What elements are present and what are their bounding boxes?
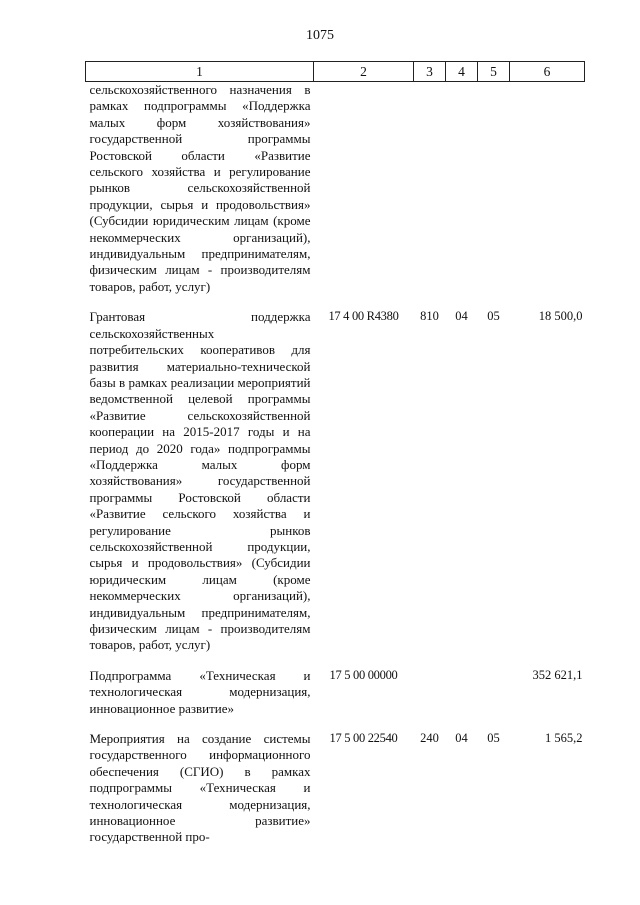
column-number-header-row — [86, 62, 585, 82]
row-col3 — [414, 82, 446, 296]
row-col3 — [414, 668, 446, 717]
column-header: 1 — [86, 62, 314, 82]
column-header: 5 — [478, 62, 510, 82]
row-amount — [510, 82, 585, 296]
table-row — [86, 309, 585, 654]
row-code: 17 5 00 22540 — [329, 731, 398, 746]
row-name: сельскохозяйственного назначения в рамках подпрограммы «Поддержка малых форм хозяйствования» государственной программы Ростовской области «Развитие сельского хозяйства и регулирование рынков сельскохозяйственной продукции, сырья и продовольствия» (Субсидии юридическим лицам (кроме некоммерческих организаций), индивидуальным предпринимателям, физическим лицам - производителям товаров, работ, услуг) — [89, 82, 311, 294]
row-name: Мероприятия на создание системы государственного информационного обеспечения (СГИО) в рамках подпрограммы «Техническая и технологическая модернизация, инновационное развитие» государственной про- — [89, 731, 311, 845]
row-amount: 352 621,1 — [532, 667, 583, 682]
table-row — [86, 731, 585, 846]
column-header: 2 — [314, 62, 414, 82]
row-col5 — [478, 668, 510, 717]
budget-table — [85, 61, 585, 846]
row-col3: 240 — [420, 731, 439, 746]
table-row — [86, 82, 585, 296]
column-header: 4 — [446, 62, 478, 82]
page-number: 1075 — [306, 28, 334, 43]
row-code: 17 4 00 R4380 — [328, 309, 399, 324]
row-amount: 1 565,2 — [545, 731, 583, 746]
column-header: 3 — [414, 62, 446, 82]
row-col5: 05 — [487, 731, 500, 746]
column-header: 6 — [510, 62, 585, 82]
row-col4 — [446, 668, 478, 717]
row-col5: 05 — [487, 309, 500, 324]
row-col5 — [478, 82, 510, 296]
row-code: 17 5 00 00000 — [329, 667, 398, 682]
row-code — [314, 82, 414, 296]
row-col4: 04 — [455, 309, 468, 324]
row-name: Подпрограмма «Техническая и технологическая модернизация, инновационное развитие» — [89, 667, 311, 716]
table-row — [86, 668, 585, 717]
row-amount: 18 500,0 — [538, 309, 583, 324]
row-col3: 810 — [420, 309, 439, 324]
row-name: Грантовая поддержка сельскохозяйственных потребительских кооперативов для развития материально-технической базы в рамках реализации мероприятий ведомственной целевой программы «Развитие сельскохозяйственной кооперации на 2015-2017 годы и на период до 2020 года» подпрограммы «Поддержка малых форм хозяйствования» государственной программы Ростовской области «Развитие сельского хозяйства и регулирование рынков сельскохозяйственной продукции, сырья и продовольствия» (Субсидии юридическим лицам (кроме некоммерческих организаций), индивидуальным предпринимателям, физическим лицам - производителям товаров, работ, услуг) — [89, 309, 311, 653]
row-col4 — [446, 82, 478, 296]
row-col4: 04 — [455, 731, 468, 746]
